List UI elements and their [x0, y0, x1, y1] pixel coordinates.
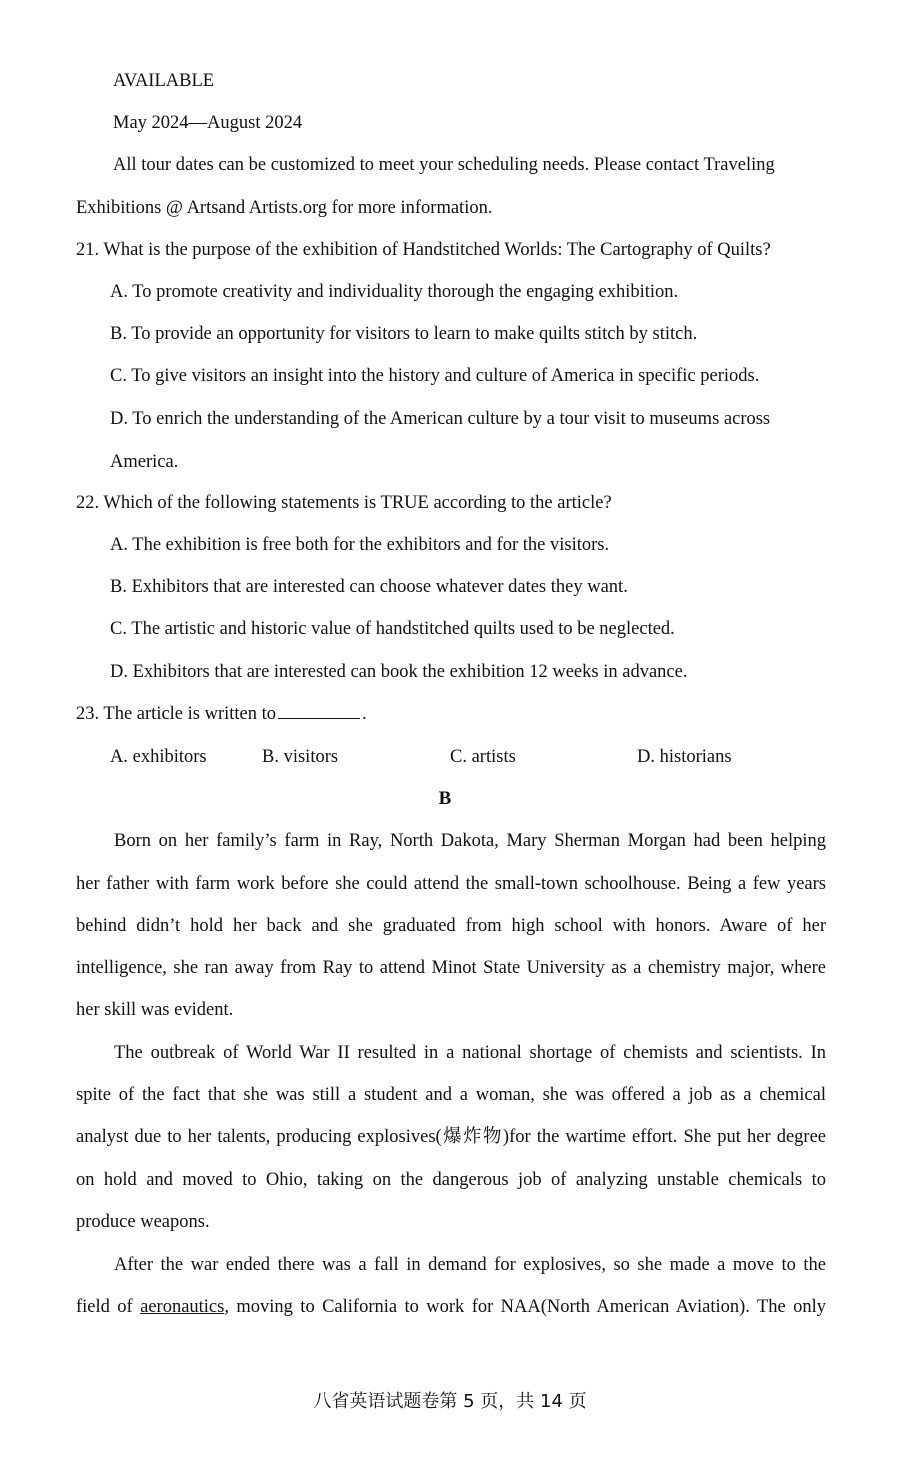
question-stem: Which of the following statements is TRUE according to the article? — [103, 493, 612, 513]
q23-option-b[interactable] — [262, 746, 338, 768]
question-stem: The article is written to — [103, 704, 277, 724]
question-21 — [76, 239, 771, 261]
q22-option-b[interactable] — [110, 576, 628, 598]
option-letter: A. — [110, 282, 128, 302]
question-stem: What is the purpose of the exhibition of Handstitched Worlds: The Cartography of Quilts? — [103, 240, 771, 260]
q22-option-a[interactable] — [110, 534, 609, 556]
option-letter: B. — [262, 747, 279, 767]
paragraph-line — [76, 1296, 826, 1318]
option-letter: C. — [450, 747, 467, 767]
option-letter: B. — [110, 324, 127, 344]
q22-option-c[interactable] — [110, 618, 675, 640]
q21-option-a[interactable] — [110, 281, 678, 303]
q21-option-b[interactable] — [110, 323, 697, 345]
paragraph-line: intelligence, she ran away from Ray to attend Minot State University as a chemistry major, where — [76, 958, 826, 978]
tour-dates: May 2024—August 2024 — [113, 113, 303, 133]
option-text: To provide an opportunity for visitors to learn to make quilts stitch by stitch. — [131, 324, 698, 344]
paragraph-line: behind didn’t hold her back and she graduated from high school with honors. Aware of her — [76, 916, 826, 936]
question-22 — [76, 492, 612, 514]
section-heading-b: B — [438, 788, 452, 809]
q21-option-d-continuation: America. — [110, 452, 179, 472]
option-letter: D. — [637, 747, 655, 767]
option-letter: A. — [110, 535, 128, 555]
option-text: The exhibition is free both for the exhibitors and for the visitors. — [132, 535, 610, 555]
question-number: 22. — [76, 493, 100, 513]
answer-blank[interactable] — [278, 703, 360, 719]
option-text: To promote creativity and individuality thorough the engaging exhibition. — [132, 282, 679, 302]
option-letter: D. — [110, 409, 128, 429]
line-text: field of — [76, 1297, 141, 1317]
option-text: To enrich the understanding of the American culture by a tour visit to museums across — [132, 409, 771, 429]
paragraph-line: her father with farm work before she could attend the small-town schoolhouse. Being a few years — [76, 874, 826, 894]
paragraph-line: Born on her family’s farm in Ray, North Dakota, Mary Sherman Morgan had been helping — [114, 831, 826, 851]
paragraph-line: produce weapons. — [76, 1212, 210, 1232]
available-heading: AVAILABLE — [113, 71, 215, 91]
option-text: visitors — [283, 747, 339, 767]
option-letter: C. — [110, 619, 127, 639]
q23-option-c[interactable] — [450, 746, 516, 768]
paragraph-line: her skill was evident. — [76, 1000, 234, 1020]
question-number: 23. — [76, 704, 100, 724]
option-letter: D. — [110, 662, 128, 682]
option-letter: C. — [110, 366, 127, 386]
option-text: historians — [659, 747, 732, 767]
q23-option-a[interactable] — [110, 746, 207, 768]
paragraph-line: on hold and moved to Ohio, taking on the dangerous job of analyzing unstable chemicals to — [76, 1170, 826, 1190]
q21-option-c[interactable] — [110, 365, 759, 387]
paragraph-line: analyst due to her talents, producing explosives(爆炸物)for the wartime effort. She put her degree — [76, 1127, 826, 1147]
option-text: exhibitors — [132, 747, 207, 767]
option-letter: A. — [110, 747, 128, 767]
q22-option-d[interactable] — [110, 661, 687, 683]
question-number: 21. — [76, 240, 100, 260]
option-text: The artistic and historic value of handstitched quilts used to be neglected. — [131, 619, 675, 639]
paragraph-line: The outbreak of World War II resulted in a national shortage of chemists and scientists. In — [114, 1043, 826, 1063]
paragraph-line: spite of the fact that she was still a student and a woman, she was offered a job as a chemical — [76, 1085, 826, 1105]
option-text: Exhibitors that are interested can book the exhibition 12 weeks in advance. — [132, 662, 688, 682]
question-stem-end: . — [362, 704, 367, 724]
option-letter: B. — [110, 577, 127, 597]
page-footer: 八省英语试题卷第 5 页，共 14 页 — [313, 1391, 587, 1412]
q23-option-d[interactable] — [637, 746, 732, 768]
option-text: To give visitors an insight into the history and culture of America in specific periods. — [131, 366, 760, 386]
option-text: artists — [471, 747, 516, 767]
contact-note-line2: Exhibitions @ Artsand Artists.org for more information. — [76, 198, 493, 218]
option-text: Exhibitors that are interested can choose whatever dates they want. — [131, 577, 628, 597]
q21-option-d[interactable] — [110, 408, 770, 430]
underlined-word: aeronautics — [140, 1297, 225, 1317]
paragraph-line: After the war ended there was a fall in demand for explosives, so she made a move to the — [114, 1255, 826, 1275]
line-text: , moving to California to work for NAA(North American Aviation). The only — [224, 1297, 827, 1317]
contact-note-line1: All tour dates can be customized to meet your scheduling needs. Please contact Traveling — [113, 155, 775, 175]
question-23 — [76, 703, 367, 725]
